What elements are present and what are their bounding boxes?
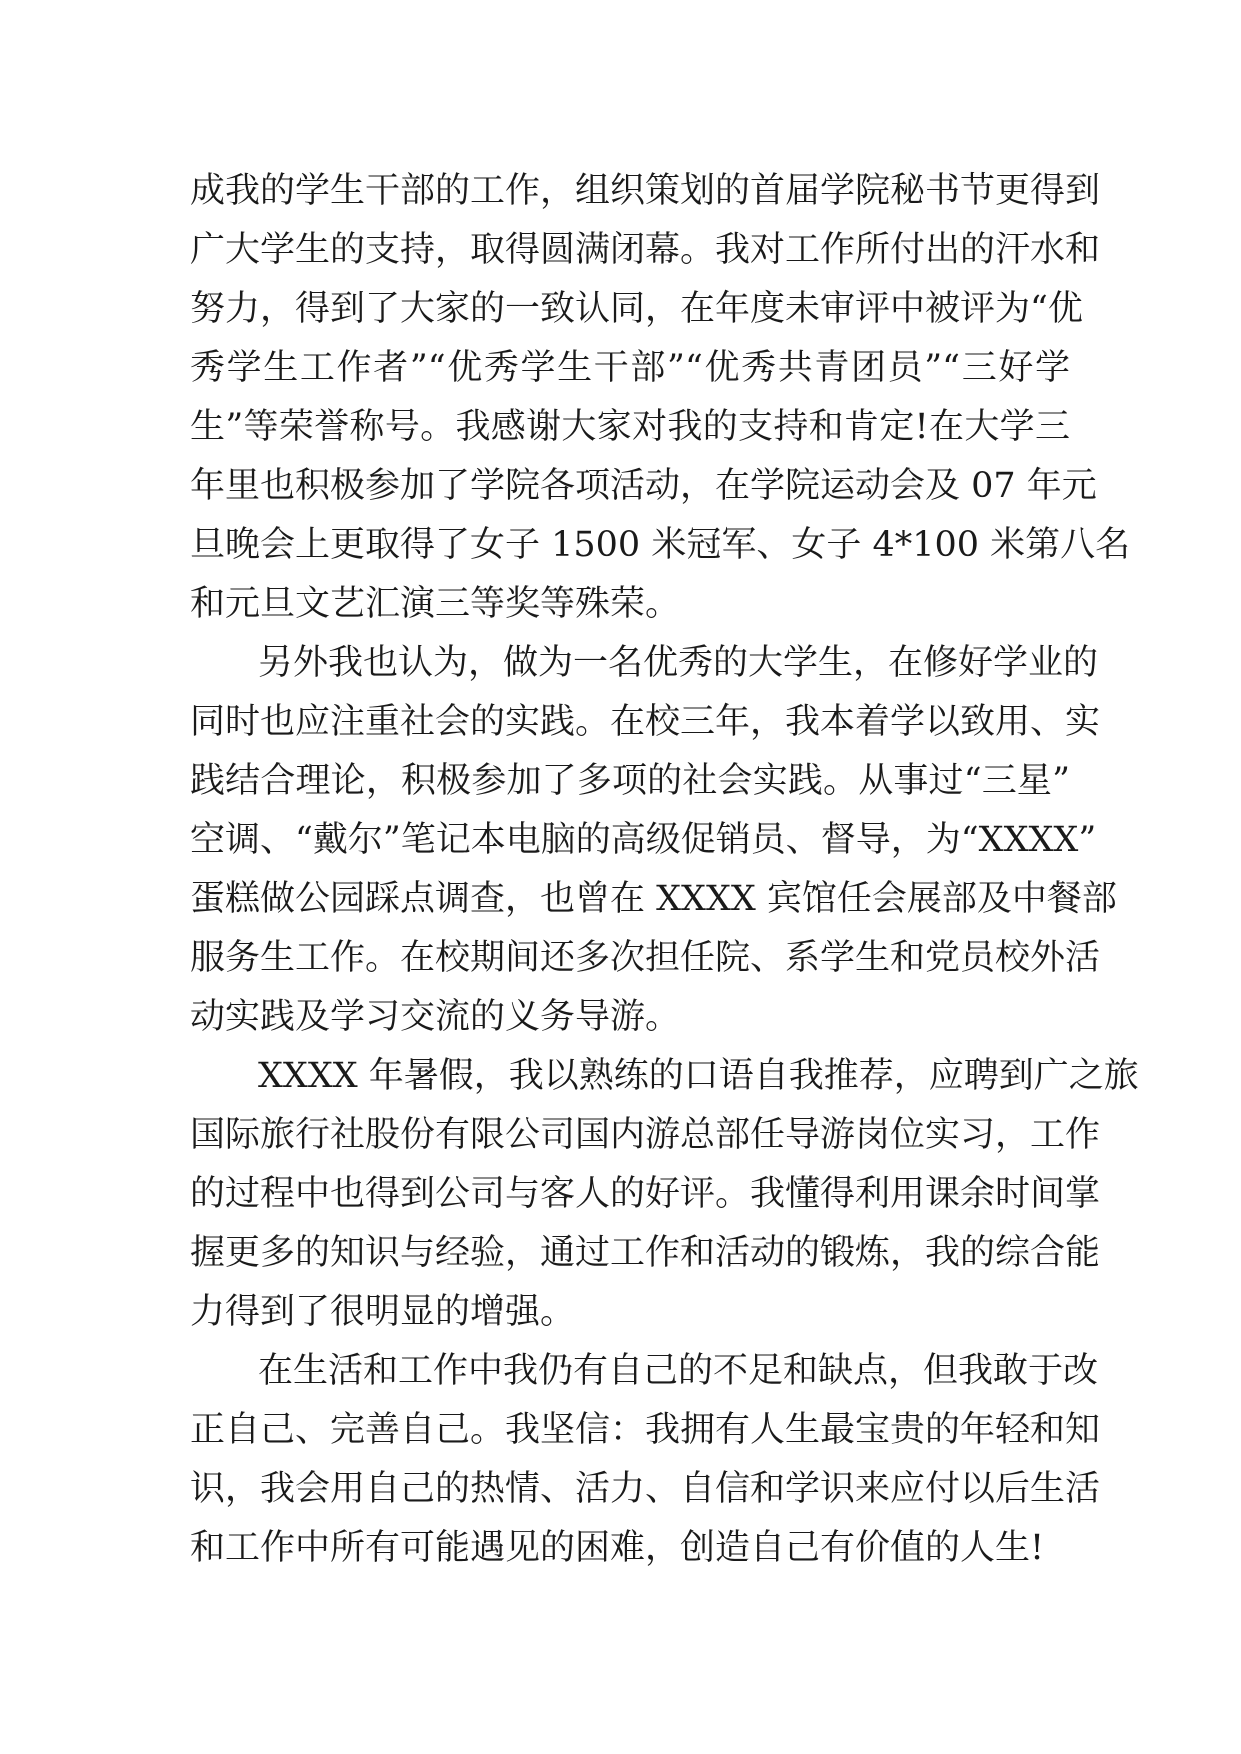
text-line: 力得到了很明显的增强。 [190, 1292, 576, 1332]
text-line: 蛋糕做公园踩点调查，也曾在 XXXX 宾馆任会展部及中餐部 [190, 879, 1117, 919]
paragraph-2 [190, 634, 1117, 1047]
text-line: 识，我会用自己的热情、活力、自信和学识来应付以后生活 [190, 1469, 1101, 1509]
paragraph-1 [190, 162, 1131, 634]
text-line: 成我的学生干部的工作，组织策划的首届学院秘书节更得到 [190, 171, 1101, 211]
text-line: 广大学生的支持，取得圆满闭幕。我对工作所付出的汗水和 [190, 230, 1101, 270]
paragraph-3 [190, 1047, 1139, 1342]
text-line: 践结合理论，积极参加了多项的社会实践。从事过“三星” [190, 761, 1070, 801]
text-line: 动实践及学习交流的义务导游。 [190, 997, 681, 1037]
text-line: 努力，得到了大家的一致认同，在年度未审评中被评为“优 [190, 289, 1083, 329]
paragraph-4 [190, 1342, 1101, 1578]
text-line: 同时也应注重社会的实践。在校三年，我本着学以致用、实 [190, 702, 1101, 742]
text-line: 空调、“戴尔”笔记本电脑的高级促销员、督导，为“XXXX” [190, 820, 1097, 860]
text-line: 握更多的知识与经验，通过工作和活动的锻炼，我的综合能 [190, 1233, 1101, 1273]
text-line: 的过程中也得到公司与客人的好评。我懂得利用课余时间掌 [190, 1174, 1101, 1214]
document-body [190, 162, 1139, 1578]
text-line: 服务生工作。在校期间还多次担任院、系学生和党员校外活 [190, 938, 1101, 978]
text-line: 秀学生工作者”“优秀学生干部”“优秀共青团员”“三好学 [190, 348, 1070, 388]
text-line: 正自己、完善自己。我坚信：我拥有人生最宝贵的年轻和知 [190, 1410, 1101, 1450]
text-line: 国际旅行社股份有限公司国内游总部任导游岗位实习，工作 [190, 1115, 1101, 1155]
text-line: 和元旦文艺汇演三等奖等殊荣。 [190, 584, 681, 624]
text-line: XXXX 年暑假，我以熟练的口语自我推荐，应聘到广之旅 [258, 1056, 1139, 1096]
text-line: 旦晚会上更取得了女子 1500 米冠军、女子 4*100 米第八名 [190, 525, 1131, 565]
text-line: 生”等荣誉称号。我感谢大家对我的支持和肯定!在大学三 [190, 407, 1070, 447]
text-line: 年里也积极参加了学院各项活动，在学院运动会及 07 年元 [190, 466, 1097, 506]
text-line: 另外我也认为，做为一名优秀的大学生，在修好学业的 [258, 643, 1099, 683]
text-line: 和工作中所有可能遇见的困难，创造自己有价值的人生! [190, 1528, 1045, 1568]
text-line: 在生活和工作中我仍有自己的不足和缺点，但我敢于改 [258, 1351, 1099, 1391]
